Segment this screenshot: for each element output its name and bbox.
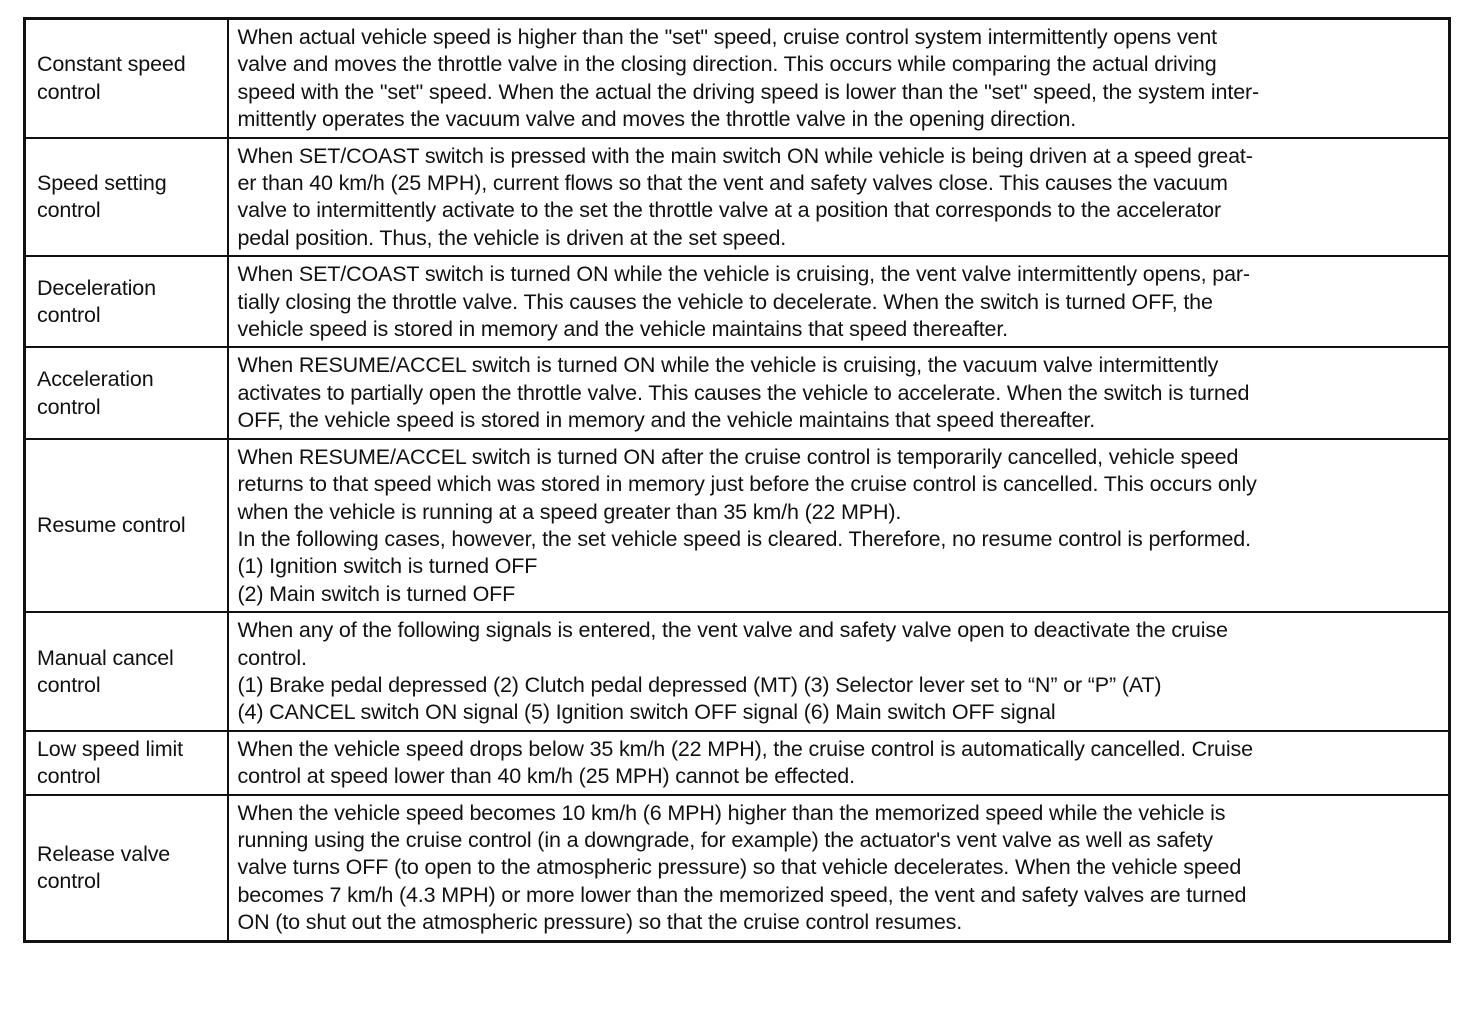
- description-line: When the vehicle speed becomes 10 km/h (6 MPH) higher than the memorized speed while the vehicle is: [237, 800, 1226, 825]
- description-line: OFF, the vehicle speed is stored in memory and the vehicle maintains that speed thereafter.: [237, 408, 1096, 433]
- function-description-cell: [228, 731, 1450, 795]
- table-row-speed-setting-control: [25, 138, 1450, 257]
- function-label-line: Deceleration: [37, 275, 156, 300]
- function-label-line: Release valve: [37, 841, 171, 866]
- table-row-manual-cancel-control: [25, 612, 1450, 731]
- table-row-low-speed-limit-control: [25, 731, 1450, 795]
- function-label-cell: [25, 439, 228, 612]
- description-line: ON (to shut out the atmospheric pressure) so that the cruise control resumes.: [237, 910, 963, 935]
- function-label-line: control: [37, 394, 101, 419]
- description-line: When the vehicle speed drops below 35 km/h (22 MPH), the cruise control is automatically cancelled. Cruise: [237, 736, 1253, 761]
- function-description-cell: [228, 19, 1450, 138]
- function-label-line: control: [37, 198, 101, 223]
- description-line: (1) Brake pedal depressed (2) Clutch pedal depressed (MT) (3) Selector lever set to “N” or “P” (AT): [237, 672, 1162, 697]
- description-line: control.: [237, 645, 307, 670]
- function-label-cell: [25, 138, 228, 257]
- description-line: (4) CANCEL switch ON signal (5) Ignition switch OFF signal (6) Main switch OFF signal: [237, 700, 1056, 725]
- description-line: activates to partially open the throttle valve. This causes the vehicle to accelerate. When the switch is turned: [237, 380, 1250, 405]
- description-line: speed with the "set" speed. When the actual the driving speed is lower than the "set" speed, the system inter-: [237, 79, 1260, 104]
- description-line: returns to that speed which was stored in memory just before the cruise control is cancelled. This occurs only: [237, 472, 1257, 497]
- description-line: control at speed lower than 40 km/h (25 MPH) cannot be effected.: [237, 764, 855, 789]
- function-label-line: Manual cancel: [37, 645, 174, 670]
- description-line: In the following cases, however, the set vehicle speed is cleared. Therefore, no resume control is performed.: [237, 526, 1251, 551]
- function-description-cell: [228, 612, 1450, 731]
- description-line: valve to intermittently activate to the set the throttle valve at a position that corresponds to the accelerator: [237, 198, 1221, 223]
- function-label-cell: [25, 612, 228, 731]
- function-label-cell: [25, 347, 228, 438]
- function-label-line: control: [37, 303, 101, 328]
- function-label-line: Constant speed: [37, 52, 186, 77]
- description-line: becomes 7 km/h (4.3 MPH) or more lower than the memorized speed, the vent and safety valves are turned: [237, 882, 1247, 907]
- function-label-cell: [25, 256, 228, 347]
- table-row-constant-speed-control: [25, 19, 1450, 138]
- function-label-cell: [25, 19, 228, 138]
- description-line: When actual vehicle speed is higher than the "set" speed, cruise control system intermittently opens vent: [237, 25, 1217, 49]
- function-label-cell: [25, 731, 228, 795]
- description-line: valve and moves the throttle valve in the closing direction. This occurs while comparing the actual driving: [237, 52, 1217, 77]
- function-label-line: control: [37, 869, 101, 894]
- description-line: When RESUME/ACCEL switch is turned ON while the vehicle is cruising, the vacuum valve intermittently: [237, 353, 1219, 378]
- table-row-acceleration-control: [25, 347, 1450, 438]
- description-line: vehicle speed is stored in memory and the vehicle maintains that speed thereafter.: [237, 317, 1008, 342]
- description-line: (2) Main switch is turned OFF: [237, 581, 516, 606]
- description-line: When RESUME/ACCEL switch is turned ON after the cruise control is temporarily cancelled, vehicle speed: [237, 444, 1239, 469]
- function-label-cell: [25, 795, 228, 942]
- function-description-cell: [228, 439, 1450, 612]
- function-label-line: control: [37, 672, 101, 697]
- function-description-cell: [228, 795, 1450, 942]
- function-label-line: Speed setting: [37, 171, 167, 196]
- description-line: When SET/COAST switch is turned ON while the vehicle is cruising, the vent valve intermittently opens, par-: [237, 262, 1250, 287]
- description-line: mittently operates the vacuum valve and moves the throttle valve in the opening direction.: [237, 107, 1077, 132]
- description-line: when the vehicle is running at a speed greater than 35 km/h (22 MPH).: [237, 499, 902, 524]
- function-label-line: Low speed limit: [37, 736, 183, 761]
- description-line: (1) Ignition switch is turned OFF: [237, 554, 538, 579]
- table-row-resume-control: [25, 439, 1450, 612]
- description-line: er than 40 km/h (25 MPH), current flows so that the vent and safety valves close. This causes the vacuum: [237, 171, 1228, 196]
- cruise-control-function-table: [23, 17, 1451, 943]
- function-description-cell: [228, 347, 1450, 438]
- table-row-release-valve-control: [25, 795, 1450, 942]
- description-line: valve turns OFF (to open to the atmospheric pressure) so that vehicle decelerates. When the vehicle speed: [237, 855, 1242, 880]
- function-label-line: Resume control: [37, 513, 186, 538]
- description-line: When SET/COAST switch is pressed with the main switch ON while vehicle is being driven at a speed great-: [237, 143, 1253, 168]
- function-label-line: control: [37, 764, 101, 789]
- table-row-deceleration-control: [25, 256, 1450, 347]
- function-label-line: control: [37, 79, 101, 104]
- description-line: pedal position. Thus, the vehicle is driven at the set speed.: [237, 225, 787, 250]
- function-description-cell: [228, 256, 1450, 347]
- description-line: running using the cruise control (in a downgrade, for example) the actuator's vent valve as well as safety: [237, 827, 1213, 852]
- description-line: tially closing the throttle valve. This causes the vehicle to decelerate. When the switch is turned OFF, the: [237, 289, 1213, 314]
- function-label-line: Acceleration: [37, 367, 154, 392]
- description-line: When any of the following signals is entered, the vent valve and safety valve open to deactivate the cruise: [237, 618, 1228, 643]
- table-body: [25, 19, 1450, 942]
- function-description-cell: [228, 138, 1450, 257]
